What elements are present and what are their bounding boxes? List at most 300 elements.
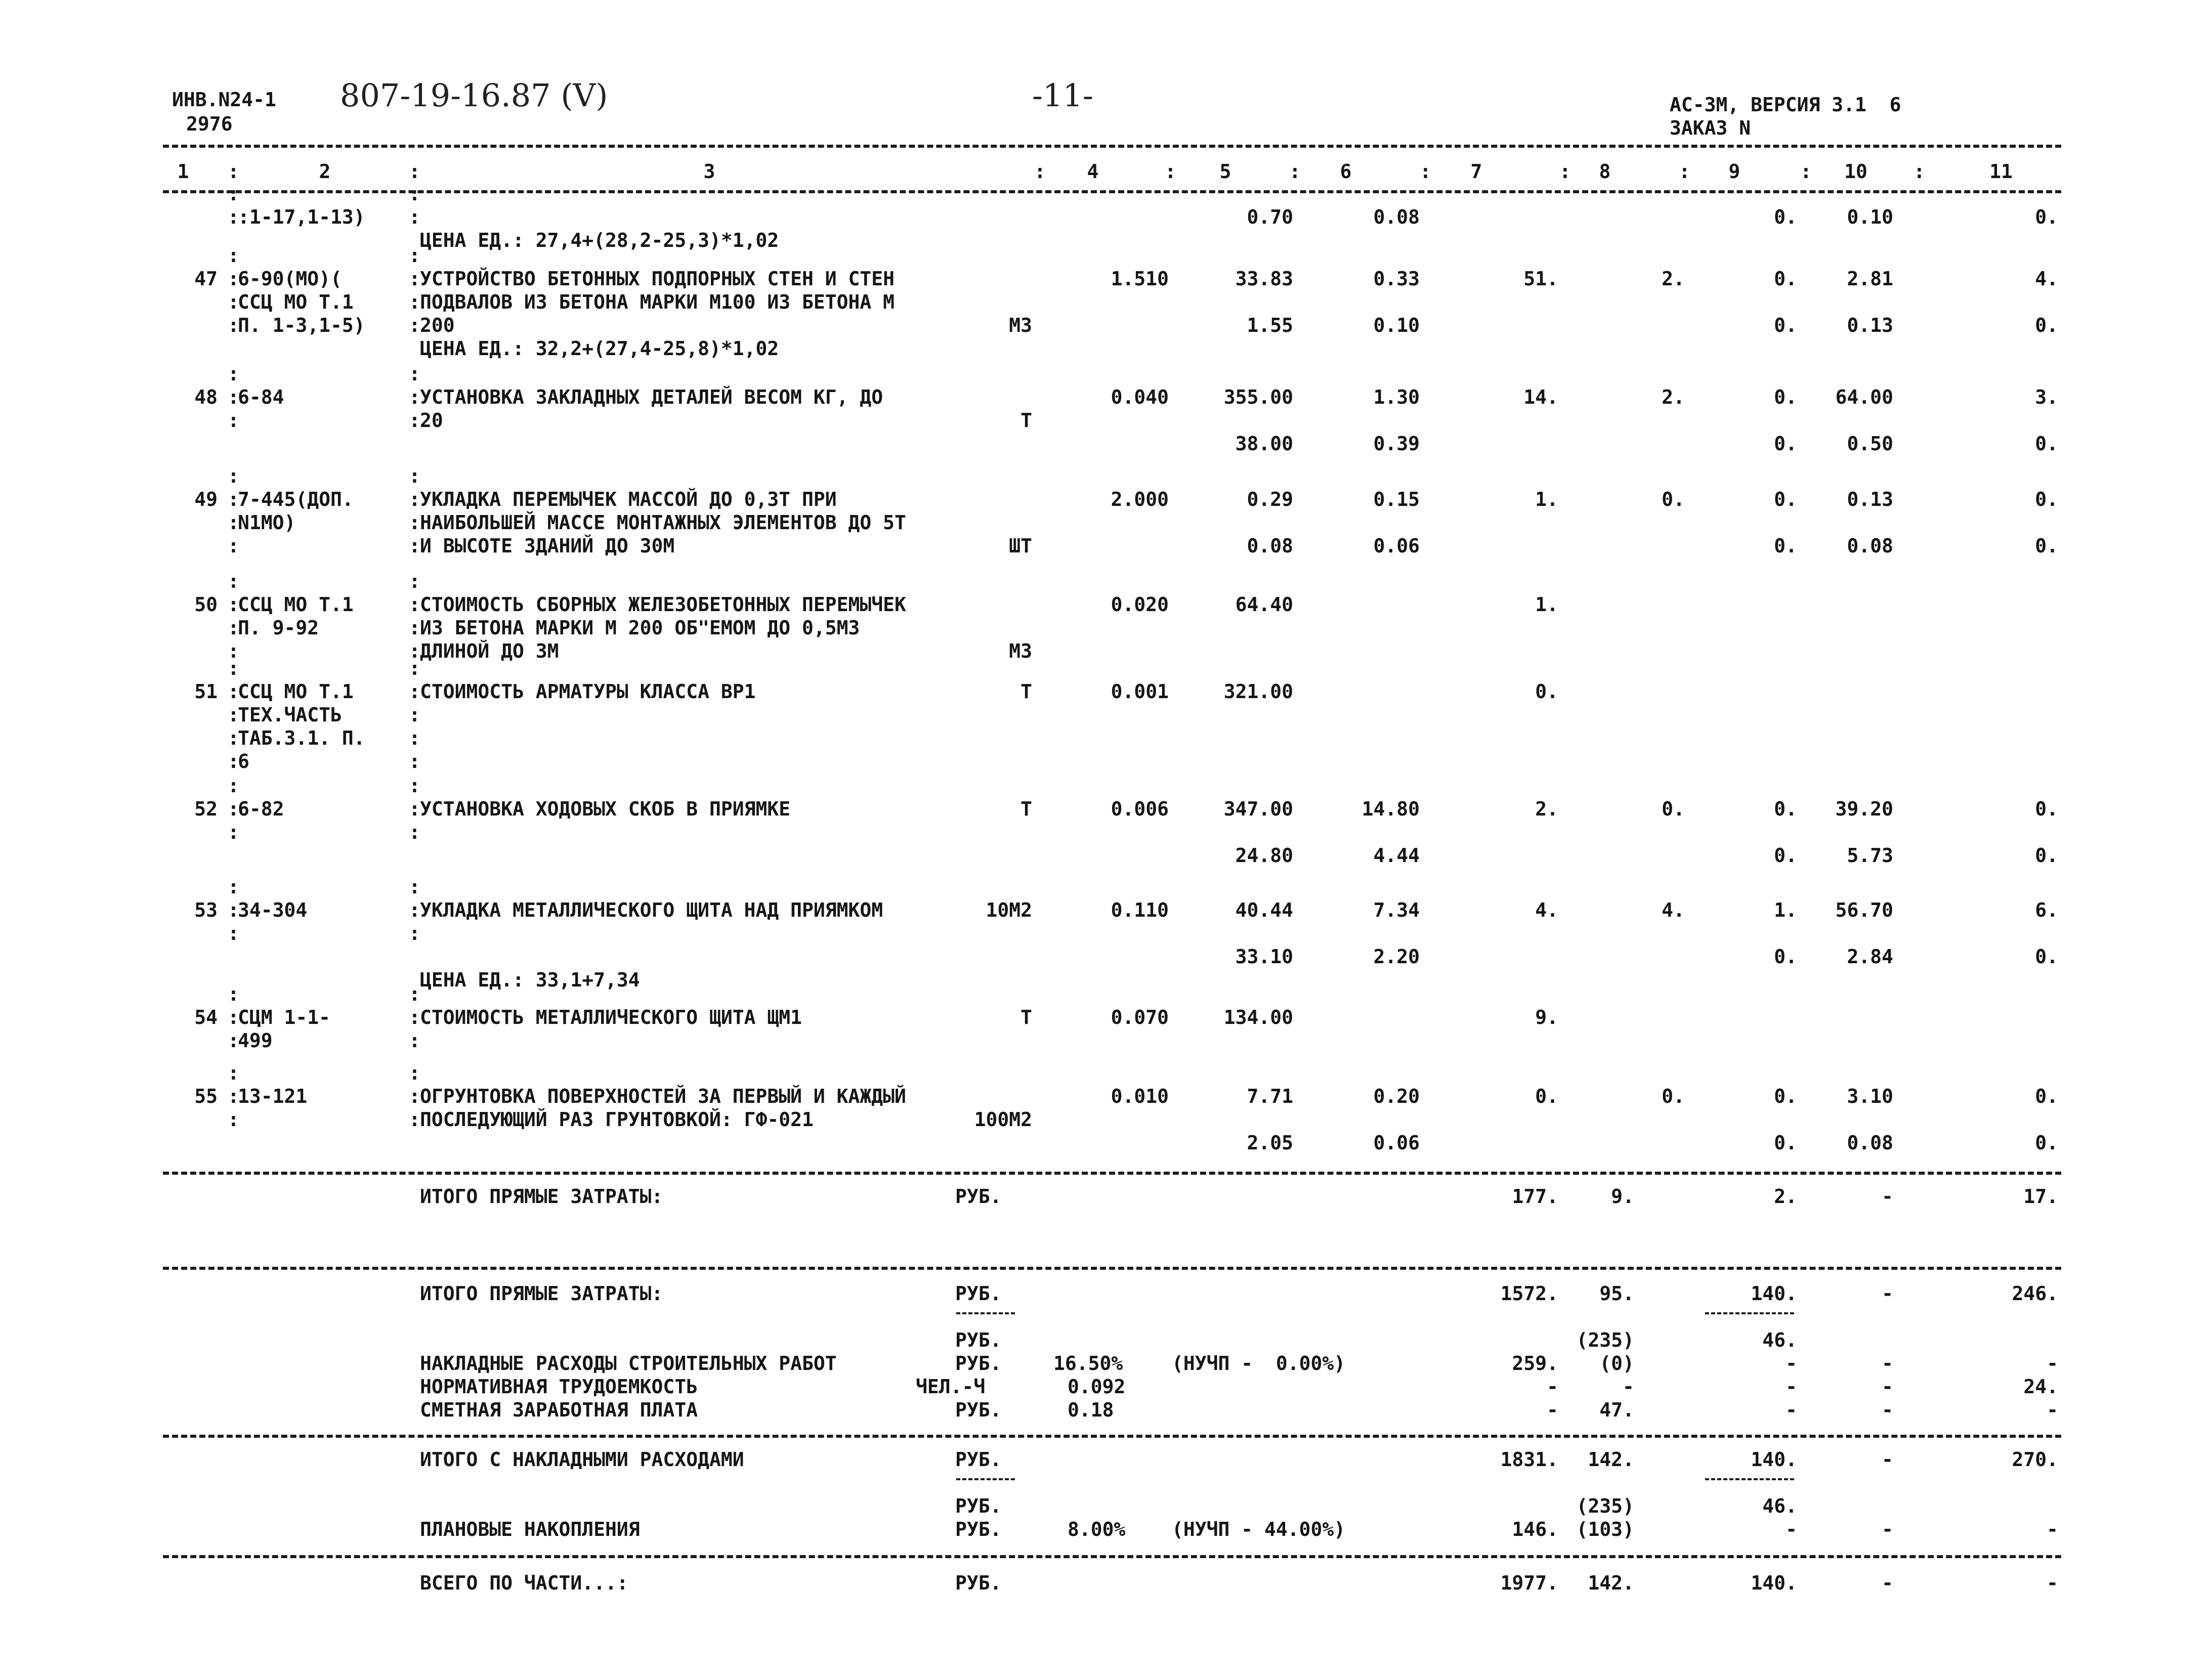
plan-c7: 146.	[1512, 1518, 1558, 1540]
row-separator: :	[409, 409, 420, 432]
cell-r48-c6b: 0.39	[1373, 433, 1420, 455]
cell-r55-c11b: 0.	[2035, 1132, 2058, 1154]
header-rule-bottom	[163, 190, 2061, 193]
cell-r47-unit: М3	[1009, 314, 1032, 336]
row-separator: :	[228, 1006, 239, 1028]
with-overhead-c9: 140.	[1751, 1448, 1797, 1471]
cell-r52-c9: 0.	[1774, 798, 1797, 820]
subtotal-label: ИТОГО ПРЯМЫЕ ЗАТРАТЫ:	[420, 1185, 663, 1208]
cell-r51-unit: Т	[1020, 680, 1032, 703]
cell-r47-c11b: 0.	[2035, 314, 2058, 336]
cell-r50-c2: ССЦ МО Т.1	[238, 593, 354, 616]
cell-r54-c4: 0.070	[1111, 1006, 1169, 1028]
row-separator: :	[409, 876, 420, 898]
row-separator: :	[228, 821, 239, 843]
row-separator: :	[228, 244, 239, 267]
subtotal-unit: РУБ.	[955, 1185, 1002, 1208]
cell-r48-c7: 14.	[1523, 386, 1558, 408]
cell-r48-c4: 0.040	[1111, 386, 1169, 408]
row-separator: :	[228, 465, 239, 487]
column-header-separator: :	[409, 160, 420, 183]
row-separator: :	[409, 617, 420, 639]
wage-c10: -	[1882, 1399, 1893, 1421]
summary-rule-top	[163, 1267, 2061, 1270]
overhead-c11: -	[2047, 1352, 2058, 1375]
cell-r55-c1: 55	[194, 1085, 218, 1107]
cell-r47-c10: 2.81	[1847, 268, 1893, 290]
cell-r55-c7: 0.	[1535, 1085, 1558, 1107]
wage-unit: РУБ.	[955, 1399, 1002, 1421]
plan-label: ПЛАНОВЫЕ НАКОПЛЕНИЯ	[420, 1518, 640, 1540]
subtotal-c9: 2.	[1774, 1185, 1797, 1208]
row-separator: :	[409, 798, 420, 820]
cell-r52-c1: 52	[194, 798, 218, 820]
with-overhead-c8: 142.	[1588, 1448, 1634, 1471]
cell-r54-c1: 54	[194, 1006, 218, 1028]
header-rule-top	[163, 145, 2061, 148]
row-separator: :	[409, 535, 420, 557]
overhead-nuchp: (НУЧП - 0.00%)	[1172, 1352, 1346, 1375]
cell-r52-c8: 0.	[1662, 798, 1685, 820]
cell-r48-c11: 3.	[2035, 386, 2058, 408]
cell-r48-c9: 0.	[1774, 386, 1797, 408]
row-separator: :	[228, 983, 239, 1005]
column-header-4: 4	[1087, 160, 1099, 183]
column-header-2: 2	[319, 160, 331, 183]
row-separator: :	[409, 511, 420, 534]
column-header-separator: :	[1289, 160, 1301, 183]
row-separator: :	[409, 206, 420, 228]
cell-r52-unit: Т	[1020, 798, 1032, 820]
cell-r0-c9: 0.	[1774, 206, 1797, 228]
row-separator: :	[409, 899, 420, 921]
with-overhead-label: ИТОГО С НАКЛАДНЫМИ РАСХОДАМИ	[420, 1448, 744, 1471]
row-separator: :	[409, 922, 420, 945]
cell-r54-c3: СТОИМОСТЬ МЕТАЛЛИЧЕСКОГО ЩИТА ЩМ1	[420, 1006, 802, 1028]
cell-r47-c2b: ССЦ МО Т.1	[238, 291, 354, 313]
cell-r48-c11b: 0.	[2035, 433, 2058, 455]
cell-r55-unit: 100М2	[974, 1108, 1032, 1131]
row-separator: :	[228, 657, 239, 679]
row-separator: :	[409, 465, 420, 487]
direct-costs-c11: 246.	[2012, 1282, 2058, 1305]
subtotal-c8: 9.	[1611, 1185, 1634, 1208]
cell-r49-c10: 0.13	[1847, 488, 1893, 510]
column-header-10: 10	[1844, 160, 1867, 183]
labor-c11: 24.	[2023, 1376, 2058, 1398]
row-separator: :	[409, 488, 420, 510]
c8-235: (235)	[1576, 1329, 1634, 1351]
column-header-separator: :	[1679, 160, 1690, 183]
cell-r0-c11: 0.	[2035, 206, 2058, 228]
row-separator: :	[228, 617, 239, 639]
cell-r52-c6b: 4.44	[1373, 844, 1420, 867]
cell-r49-c9: 0.	[1774, 488, 1797, 510]
column-header-8: 8	[1599, 160, 1611, 183]
with-overhead-c7: 1831.	[1500, 1448, 1558, 1471]
cell-r47-c5b: 1.55	[1247, 314, 1293, 336]
row-separator: :	[409, 314, 420, 336]
cell-r49-unit: ШТ	[1009, 535, 1032, 557]
row-separator: :	[228, 798, 239, 820]
cell-r48-c10b: 0.50	[1847, 433, 1893, 455]
plan-unit: РУБ.	[955, 1518, 1002, 1540]
cell-r47-c4: 1.510	[1111, 268, 1169, 290]
row-separator: :	[228, 268, 239, 290]
labor-c10: -	[1882, 1376, 1893, 1398]
cell-r47-c3c: 200	[420, 314, 455, 336]
row-separator: :	[409, 1006, 420, 1028]
wage-label: СМЕТНАЯ ЗАРАБОТНАЯ ПЛАТА	[420, 1399, 698, 1421]
row-separator: :	[228, 775, 239, 797]
row-separator: :	[409, 1108, 420, 1131]
total-unit: РУБ.	[955, 1572, 1002, 1594]
plan-nuchp: (НУЧП - 44.00%)	[1172, 1518, 1346, 1540]
row-separator: :	[228, 386, 239, 408]
row-separator: :	[228, 899, 239, 921]
c9-46: 46.	[1762, 1329, 1797, 1351]
labor-c9: -	[1785, 1376, 1797, 1398]
subtotal-c7: 177.	[1512, 1185, 1558, 1208]
subtotal-rule	[163, 1172, 2061, 1175]
row-separator: :	[228, 1108, 239, 1131]
cell-r51-c7: 0.	[1535, 680, 1558, 703]
row-separator: :	[409, 363, 420, 385]
cell-r48-c5b: 38.00	[1235, 433, 1293, 455]
cell-r0-c2: :1-17,1-13)	[238, 206, 365, 228]
cell-r54-c2b: 499	[238, 1029, 273, 1052]
cell-r49-c9b: 0.	[1774, 535, 1797, 557]
row-separator: :	[409, 268, 420, 290]
cell-r48-c5: 355.00	[1223, 386, 1293, 408]
overhead-c7: 259.	[1512, 1352, 1558, 1375]
cell-r49-c6: 0.15	[1373, 488, 1420, 510]
row-separator: :	[228, 314, 239, 336]
overhead-c10: -	[1882, 1352, 1893, 1375]
cell-r52-c10: 39.20	[1835, 798, 1893, 820]
unit-underline	[956, 1312, 1015, 1314]
direct-costs-unit: РУБ.	[955, 1282, 1002, 1305]
cell-r48-c8: 2.	[1662, 386, 1685, 408]
cell-r55-c10: 3.10	[1847, 1085, 1893, 1107]
cell-r49-c1: 49	[194, 488, 218, 510]
summary-rule-bottom	[163, 1555, 2061, 1558]
column-header-9: 9	[1728, 160, 1740, 183]
cell-r47-c9: 0.	[1774, 268, 1797, 290]
row-separator: :	[228, 750, 239, 772]
cell-r50-c3: СТОИМОСТЬ СБОРНЫХ ЖЕЛЕЗОБЕТОННЫХ ПЕРЕМЫЧЕК	[420, 593, 906, 616]
cell-r52-c11: 0.	[2035, 798, 2058, 820]
overhead-c9: -	[1785, 1352, 1797, 1375]
row-separator: :	[228, 1085, 239, 1107]
column-header-6: 6	[1340, 160, 1352, 183]
cell-r47-c5: 33.83	[1235, 268, 1293, 290]
cell-r49-c10b: 0.08	[1847, 535, 1893, 557]
cell-r52-c2: 6-82	[238, 798, 284, 820]
cell-r49-c2: 7-445(ДОП.	[238, 488, 354, 510]
column-header-separator: :	[228, 160, 239, 183]
cell-r48-c6: 1.30	[1373, 386, 1420, 408]
cell-r53-c8: 4.	[1662, 899, 1685, 921]
direct-costs-c7: 1572.	[1500, 1282, 1558, 1305]
row-separator: :	[409, 657, 420, 679]
with-overhead-unit: РУБ.	[955, 1448, 1002, 1471]
cell-r53-c9b: 0.	[1774, 946, 1797, 968]
wage-c7: -	[1547, 1399, 1558, 1421]
cell-r55-c6b: 0.06	[1373, 1132, 1420, 1154]
with-overhead-c11: 270.	[2012, 1448, 2058, 1471]
direct-costs-c9: 140.	[1751, 1282, 1797, 1305]
cell-r53-c5: 40.44	[1235, 899, 1293, 921]
subtotal-c11: 17.	[2023, 1185, 2058, 1208]
cell-r49-c11b: 0.	[2035, 535, 2058, 557]
page-number: -11-	[1032, 77, 1093, 114]
wage-c11: -	[2047, 1399, 2058, 1421]
labor-unit: ЧЕЛ.-Ч	[916, 1376, 986, 1398]
cell-r51-c4: 0.001	[1111, 680, 1169, 703]
rub-unit-line: РУБ.	[955, 1329, 1002, 1351]
cell-r50-c5: 64.40	[1235, 593, 1293, 616]
row-separator: :	[228, 1062, 239, 1084]
cell-r52-c11b: 0.	[2035, 844, 2058, 867]
direct-costs-c10: -	[1882, 1282, 1893, 1305]
cell-r47-c7: 51.	[1523, 268, 1558, 290]
labor-c7: -	[1547, 1376, 1558, 1398]
direct-costs-c8: 95.	[1599, 1282, 1634, 1305]
price-note-r47: ЦЕНА ЕД.: 32,2+(27,4-25,8)*1,02	[420, 337, 779, 360]
cell-r55-c6: 0.20	[1373, 1085, 1420, 1107]
cell-r54-unit: Т	[1020, 1006, 1032, 1028]
cell-r47-c6b: 0.10	[1373, 314, 1420, 336]
overhead-label: НАКЛАДНЫЕ РАСХОДЫ СТРОИТЕЛЬНЫХ РАБОТ	[420, 1352, 837, 1375]
plan-percent: 8.00%	[1068, 1518, 1126, 1540]
row-separator: :	[409, 1029, 420, 1052]
c9-underline-2	[1705, 1478, 1794, 1480]
cell-r50-c4: 0.020	[1111, 593, 1169, 616]
cell-r47-c8: 2.	[1662, 268, 1685, 290]
cell-r49-c11: 0.	[2035, 488, 2058, 510]
cell-r53-c6b: 2.20	[1373, 946, 1420, 968]
summary-rule-mid	[163, 1435, 2061, 1438]
inventory-number: ИНВ.N24-1	[172, 89, 276, 111]
column-header-3: 3	[703, 160, 715, 183]
subtotal-c10: -	[1882, 1185, 1893, 1208]
with-overhead-c10: -	[1882, 1448, 1893, 1471]
cell-r50-c3b: ИЗ БЕТОНА МАРКИ М 200 ОБ"ЕМОМ ДО 0,5М3	[420, 617, 860, 639]
plan-c11: -	[2047, 1518, 2058, 1540]
cell-r48-c1: 48	[194, 386, 218, 408]
cell-r53-unit: 10М2	[986, 899, 1032, 921]
column-header-1: 1	[177, 160, 189, 183]
labor-value: 0.092	[1068, 1376, 1126, 1398]
cell-r55-c11: 0.	[2035, 1085, 2058, 1107]
cell-r47-c6: 0.33	[1373, 268, 1420, 290]
total-c8: 142.	[1588, 1572, 1634, 1594]
cell-r50-c3c: ДЛИНОЙ ДО 3М	[420, 640, 559, 662]
cell-r47-c1: 47	[194, 268, 218, 290]
cell-r55-c5: 7.71	[1247, 1085, 1293, 1107]
order-number: ЗАКАЗ N	[1670, 117, 1751, 139]
row-separator: :	[409, 1085, 420, 1107]
cell-r52-c4: 0.006	[1111, 798, 1169, 820]
cell-r53-c6: 7.34	[1373, 899, 1420, 921]
row-separator: :	[409, 291, 420, 313]
labor-c8: -	[1623, 1376, 1634, 1398]
row-separator: :	[228, 704, 239, 726]
cell-r48-c10: 64.00	[1835, 386, 1893, 408]
total-c11: -	[2047, 1572, 2058, 1594]
cell-r51-c2b: ТЕХ.ЧАСТЬ	[238, 704, 342, 726]
cell-r48-c9b: 0.	[1774, 433, 1797, 455]
cell-r47-c2: 6-90(МО)(	[238, 268, 342, 290]
cell-r49-c4: 2.000	[1111, 488, 1169, 510]
c9-46-b: 46.	[1762, 1495, 1797, 1517]
cell-r54-c2: СЦМ 1-1-	[238, 1006, 331, 1028]
row-separator: :	[409, 570, 420, 592]
cell-r48-unit: Т	[1020, 409, 1032, 432]
row-separator: :	[228, 1029, 239, 1052]
cell-r49-c7: 1.	[1535, 488, 1558, 510]
cell-r49-c6b: 0.06	[1373, 535, 1420, 557]
cell-r49-c5b: 0.08	[1247, 535, 1293, 557]
cell-r49-c3: УКЛАДКА ПЕРЕМЫЧЕК МАССОЙ ДО 0,3Т ПРИ	[420, 488, 837, 510]
handwritten-code: 807-19-16.87 (V)	[340, 77, 608, 114]
row-separator: :	[409, 593, 420, 616]
row-separator: :	[228, 363, 239, 385]
cell-r47-c10b: 0.13	[1847, 314, 1893, 336]
direct-costs-label: ИТОГО ПРЯМЫЕ ЗАТРАТЫ:	[420, 1282, 663, 1305]
overhead-c8: (0)	[1599, 1352, 1634, 1375]
column-header-separator: :	[1913, 160, 1925, 183]
row-separator: :	[409, 183, 420, 205]
cell-r55-c10b: 0.08	[1847, 1132, 1893, 1154]
cell-r47-c11: 4.	[2035, 268, 2058, 290]
row-separator: :	[409, 750, 420, 772]
cell-r49-c3c: И ВЫСОТЕ ЗДАНИЙ ДО 30М	[420, 535, 675, 557]
cell-r55-c5b: 2.05	[1247, 1132, 1293, 1154]
cell-r54-c7: 9.	[1535, 1006, 1558, 1028]
row-separator: :	[228, 640, 239, 662]
cell-r53-c5b: 33.10	[1235, 946, 1293, 968]
rub-unit-line-2: РУБ.	[955, 1495, 1002, 1517]
cell-r55-c9b: 0.	[1774, 1132, 1797, 1154]
column-header-separator: :	[1800, 160, 1812, 183]
cell-r47-c3: УСТРОЙСТВО БЕТОННЫХ ПОДПОРНЫХ СТЕН И СТЕН	[420, 268, 895, 290]
c8-235-b: (235)	[1576, 1495, 1634, 1517]
cell-r53-c3: УКЛАДКА МЕТАЛЛИЧЕСКОГО ЩИТА НАД ПРИЯМКОМ	[420, 899, 883, 921]
cell-r48-c2: 6-84	[238, 386, 284, 408]
cell-r0-c10: 0.10	[1847, 206, 1893, 228]
cell-r49-c3b: НАИБОЛЬШЕЙ МАССЕ МОНТАЖНЫХ ЭЛЕМЕНТОВ ДО 5Т	[420, 511, 906, 534]
cell-r55-c4: 0.010	[1111, 1085, 1169, 1107]
row-separator: :	[228, 727, 239, 749]
cell-r53-c4: 0.110	[1111, 899, 1169, 921]
cell-r48-c3: УСТАНОВКА ЗАКЛАДНЫХ ДЕТАЛЕЙ ВЕСОМ КГ, ДО	[420, 386, 883, 408]
cell-r53-c11b: 0.	[2035, 946, 2058, 968]
row-separator: :	[228, 570, 239, 592]
labor-label: НОРМАТИВНАЯ ТРУДОЕМКОСТЬ	[420, 1376, 698, 1398]
cell-r47-c9b: 0.	[1774, 314, 1797, 336]
cell-r50-c7: 1.	[1535, 593, 1558, 616]
row-separator: :	[228, 409, 239, 432]
cell-r55-c8: 0.	[1662, 1085, 1685, 1107]
total-label: ВСЕГО ПО ЧАСТИ...:	[420, 1572, 628, 1594]
plan-c9: -	[1785, 1518, 1797, 1540]
cell-r53-c11: 6.	[2035, 899, 2058, 921]
row-separator: :	[228, 876, 239, 898]
cell-r52-c6: 14.80	[1362, 798, 1420, 820]
column-header-separator: :	[1034, 160, 1046, 183]
cell-r52-c5: 347.00	[1223, 798, 1293, 820]
cell-r49-c2b: N1МО)	[238, 511, 296, 534]
row-separator: :	[409, 821, 420, 843]
column-header-separator: :	[1165, 160, 1176, 183]
cell-r52-c7: 2.	[1535, 798, 1558, 820]
cell-r53-c10: 56.70	[1835, 899, 1893, 921]
row-separator: :	[228, 206, 239, 228]
cell-r53-c10b: 2.84	[1847, 946, 1893, 968]
row-separator: :	[409, 680, 420, 703]
column-header-7: 7	[1470, 160, 1482, 183]
row-separator: :	[228, 511, 239, 534]
row-separator: :	[409, 775, 420, 797]
cell-r55-c3b: ПОСЛЕДУЮЩИЙ РАЗ ГРУНТОВКОЙ: ГФ-021	[420, 1108, 814, 1131]
cell-r55-c2: 13-121	[238, 1085, 308, 1107]
total-c10: -	[1882, 1572, 1893, 1594]
total-c7: 1977.	[1500, 1572, 1558, 1594]
row-separator: :	[228, 535, 239, 557]
cell-r49-c5: 0.29	[1247, 488, 1293, 510]
cell-r50-c1: 50	[194, 593, 218, 616]
cell-r51-c5: 321.00	[1223, 680, 1293, 703]
inventory-sub-number: 2976	[186, 113, 233, 135]
cell-r0-c5: 0.70	[1247, 206, 1293, 228]
cell-r55-c3: ОГРУНТОВКА ПОВЕРХНОСТЕЙ ЗА ПЕРВЫЙ И КАЖДЫЙ	[420, 1085, 906, 1107]
plan-c10: -	[1882, 1518, 1893, 1540]
cell-r54-c5: 134.00	[1223, 1006, 1293, 1028]
row-separator: :	[228, 593, 239, 616]
cell-r52-c3: УСТАНОВКА ХОДОВЫХ СКОБ В ПРИЯМКЕ	[420, 798, 791, 820]
plan-c8: (103)	[1576, 1518, 1634, 1540]
row-separator: :	[409, 1062, 420, 1084]
cell-r55-c9: 0.	[1774, 1085, 1797, 1107]
row-separator: :	[228, 922, 239, 945]
row-separator: :	[409, 727, 420, 749]
cell-r49-c8: 0.	[1662, 488, 1685, 510]
price-note-r53: ЦЕНА ЕД.: 33,1+7,34	[420, 969, 640, 991]
row-separator: :	[409, 386, 420, 408]
row-separator: :	[228, 680, 239, 703]
column-header-11: 11	[1989, 160, 2013, 183]
cell-r50-unit: М3	[1009, 640, 1032, 662]
row-separator: :	[409, 704, 420, 726]
cell-r53-c9: 1.	[1774, 899, 1797, 921]
row-separator: :	[228, 291, 239, 313]
cell-r53-c2: 34-304	[238, 899, 308, 921]
row-separator: :	[409, 640, 420, 662]
total-c9: 140.	[1751, 1572, 1797, 1594]
unit-underline-2	[956, 1478, 1015, 1480]
cell-r48-c3b: 20	[420, 409, 443, 432]
cell-r52-c9b: 0.	[1774, 844, 1797, 867]
cell-r53-c1: 53	[194, 899, 218, 921]
wage-value: 0.18	[1068, 1399, 1114, 1421]
program-version: АС-3М, ВЕРСИЯ 3.1 6	[1670, 94, 1901, 116]
column-header-separator: :	[1559, 160, 1571, 183]
wage-c9: -	[1785, 1399, 1797, 1421]
wage-c8: 47.	[1599, 1399, 1634, 1421]
price-note-r0: ЦЕНА ЕД.: 27,4+(28,2-25,3)*1,02	[420, 229, 779, 251]
